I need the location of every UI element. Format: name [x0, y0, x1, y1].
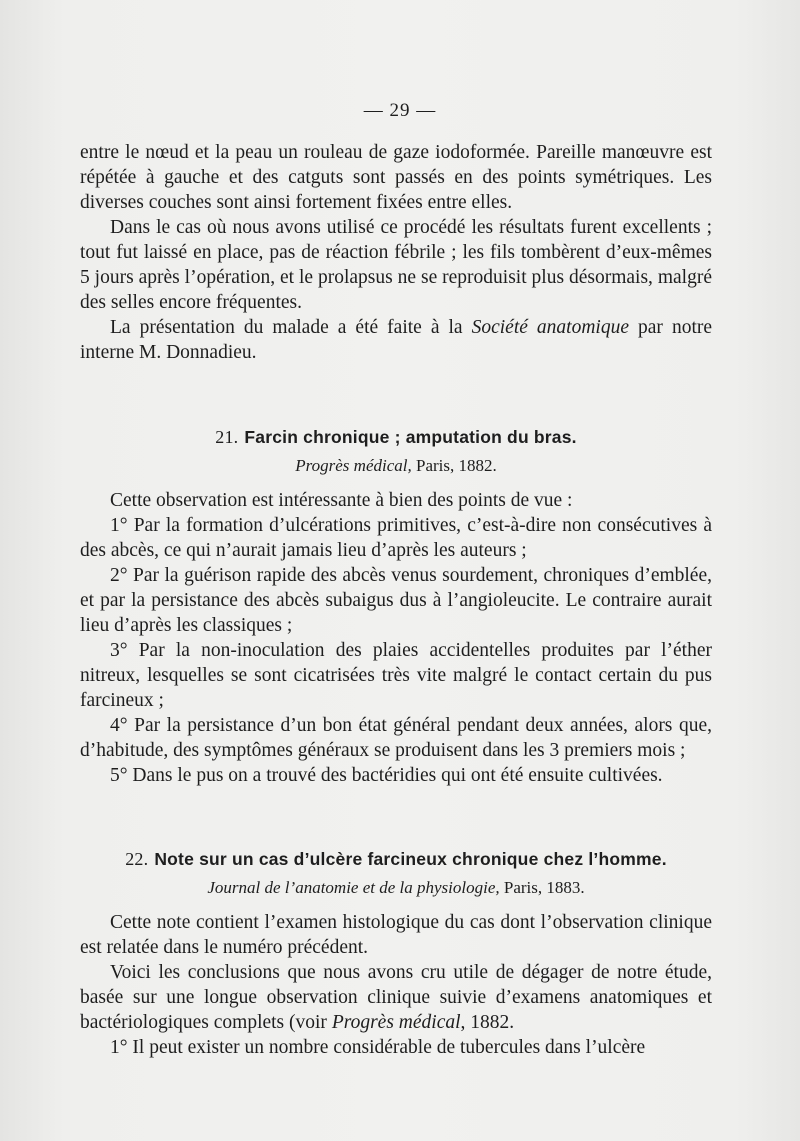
section-21-item-3: 3° Par la non-inoculation des plaies accidentelles produites par l’éther nitreux, lesquelles se sont cicatrisées très vite malgré le contact certain du pus farcineux ; — [80, 640, 712, 711]
section-21-item-5: 5° Dans le pus on a trouvé des bactéridies qui ont été ensuite cultivées. — [110, 765, 663, 786]
section-21-body — [80, 488, 712, 788]
section-22-heading — [80, 847, 712, 872]
section-22 — [80, 847, 712, 900]
section-21-intro: Cette observation est intéressante à bien des points de vue : — [110, 490, 573, 511]
section-21-item-1: 1° Par la formation d’ulcérations primitives, c’est-à-dire non consécutives à des abcès, ce qui n’aurait jamais lieu d’après les auteurs ; — [80, 515, 712, 561]
section-21-item-4: 4° Par la persistance d’un bon état général pendant deux années, alors que, d’habitude, des symptômes généraux se produisent dans les 3 premiers mois ; — [80, 715, 712, 761]
section-21-citation: Progrès médical, Paris, 1882. — [295, 456, 497, 475]
section-22-body — [80, 910, 712, 1060]
top-text-block — [80, 140, 712, 365]
section-22-item-1: 1° Il peut exister un nombre considérable de tubercules dans l’ulcère — [110, 1037, 646, 1058]
page-number: — 29 — — [363, 100, 437, 121]
paragraph-presentation: La présentation du malade a été faite à la Société anatomique par notre interne M. Donnadieu. — [80, 317, 713, 363]
section-22-title: Note sur un cas d’ulcère farcineux chronique chez l’homme. — [154, 849, 667, 869]
paragraph-continuation: entre le nœud et la peau un rouleau de gaze iodoformée. Pareille manœuvre est répétée à gauche et des catguts sont passés en des points symétriques. Les diverses couches sont ainsi fortement fixées entre elles. — [80, 142, 712, 213]
section-22-citation: Journal de l’anatomie et de la physiologie, Paris, 1883. — [207, 878, 585, 897]
section-21-title: Farcin chronique ; amputation du bras. — [244, 427, 577, 447]
section-21-item-2: 2° Par la guérison rapide des abcès venus sourdement, chroniques d’emblée, et par la persistance des abcès subaigus dus à l’angioleucite. Le contraire aurait lieu d’après les classiques ; — [80, 565, 712, 636]
section-21-heading — [80, 425, 712, 450]
section-21-number: 21. — [215, 427, 239, 447]
section-22-number: 22. — [125, 849, 149, 869]
section-22-paragraph-1: Cette note contient l’examen histologique du cas dont l’observation clinique est relatée dans le numéro précédent. — [80, 912, 712, 958]
paragraph-results: Dans le cas où nous avons utilisé ce procédé les résultats furent excellents ; tout fut laissé en place, pas de réaction fébrile ; les fils tombèrent d’eux-mêmes 5 jours après l’opération, et le prolapsus ne se reproduisit plus désormais, malgré des selles encore fréquentes. — [80, 217, 712, 313]
section-22-paragraph-2: Voici les conclusions que nous avons cru utile de dégager de notre étude, basée sur une longue observation clinique suivie d’examens anatomiques et bactériologiques complets (voir Progrès médical, 1882. — [80, 962, 712, 1033]
section-21 — [80, 425, 712, 478]
